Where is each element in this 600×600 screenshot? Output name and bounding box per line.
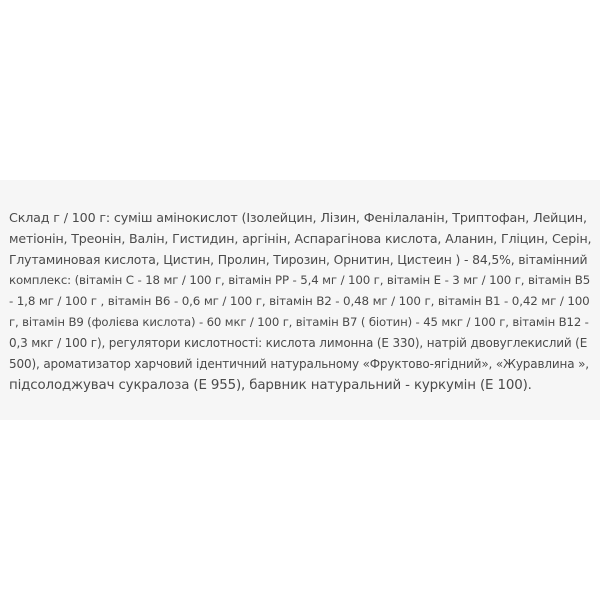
composition-line: г, вітамін В9 (фолієва кислота) - 60 мкг / 100 г, вітамін В7 ( біотин) - 45 мкг / 100 г, вітамін В12 -: [9, 315, 589, 329]
composition-line: комплекс: (вітамін С - 18 мг / 100 г, вітамін РР - 5,4 мг / 100 г, вітамін Е - 3 мг / 100 г, вітамін В5: [9, 273, 591, 287]
composition-line: 500), ароматизатор харчовий ідентичний натуральному «Фруктово-ягідний», «Журавлина »,: [9, 357, 589, 371]
composition-text: [9, 207, 591, 396]
composition-line: 0,3 мкг / 100 г), регулятори кислотності: кислота лимонна (Е 330), натрій двовуглекислий (Е: [9, 336, 588, 350]
composition-line: підсолоджувач сукралоза (Е 955), барвник натуральний - куркумін (Е 100).: [9, 378, 532, 393]
composition-line: метіонін, Треонін, Валін, Гистидин, аргінін, Аспарагінова кислота, Аланин, Гліцин, Серін,: [9, 231, 592, 246]
composition-line: Глутаминовая кислота, Цистин, Пролин, Тирозин, Орнитин, Цистеин ) - 84,5%, вітамінний: [9, 252, 588, 267]
composition-panel: [0, 180, 600, 420]
composition-line: Склад г / 100 г: суміш амінокислот (Ізолейцин, Лізин, Фенілаланін, Триптофан, Лейцин,: [9, 210, 587, 225]
composition-line: - 1,8 мг / 100 г , вітамін В6 - 0,6 мг / 100 г, вітамін В2 - 0,48 мг / 100 г, вітамін В1 - 0,42 мг / 100: [9, 294, 590, 308]
